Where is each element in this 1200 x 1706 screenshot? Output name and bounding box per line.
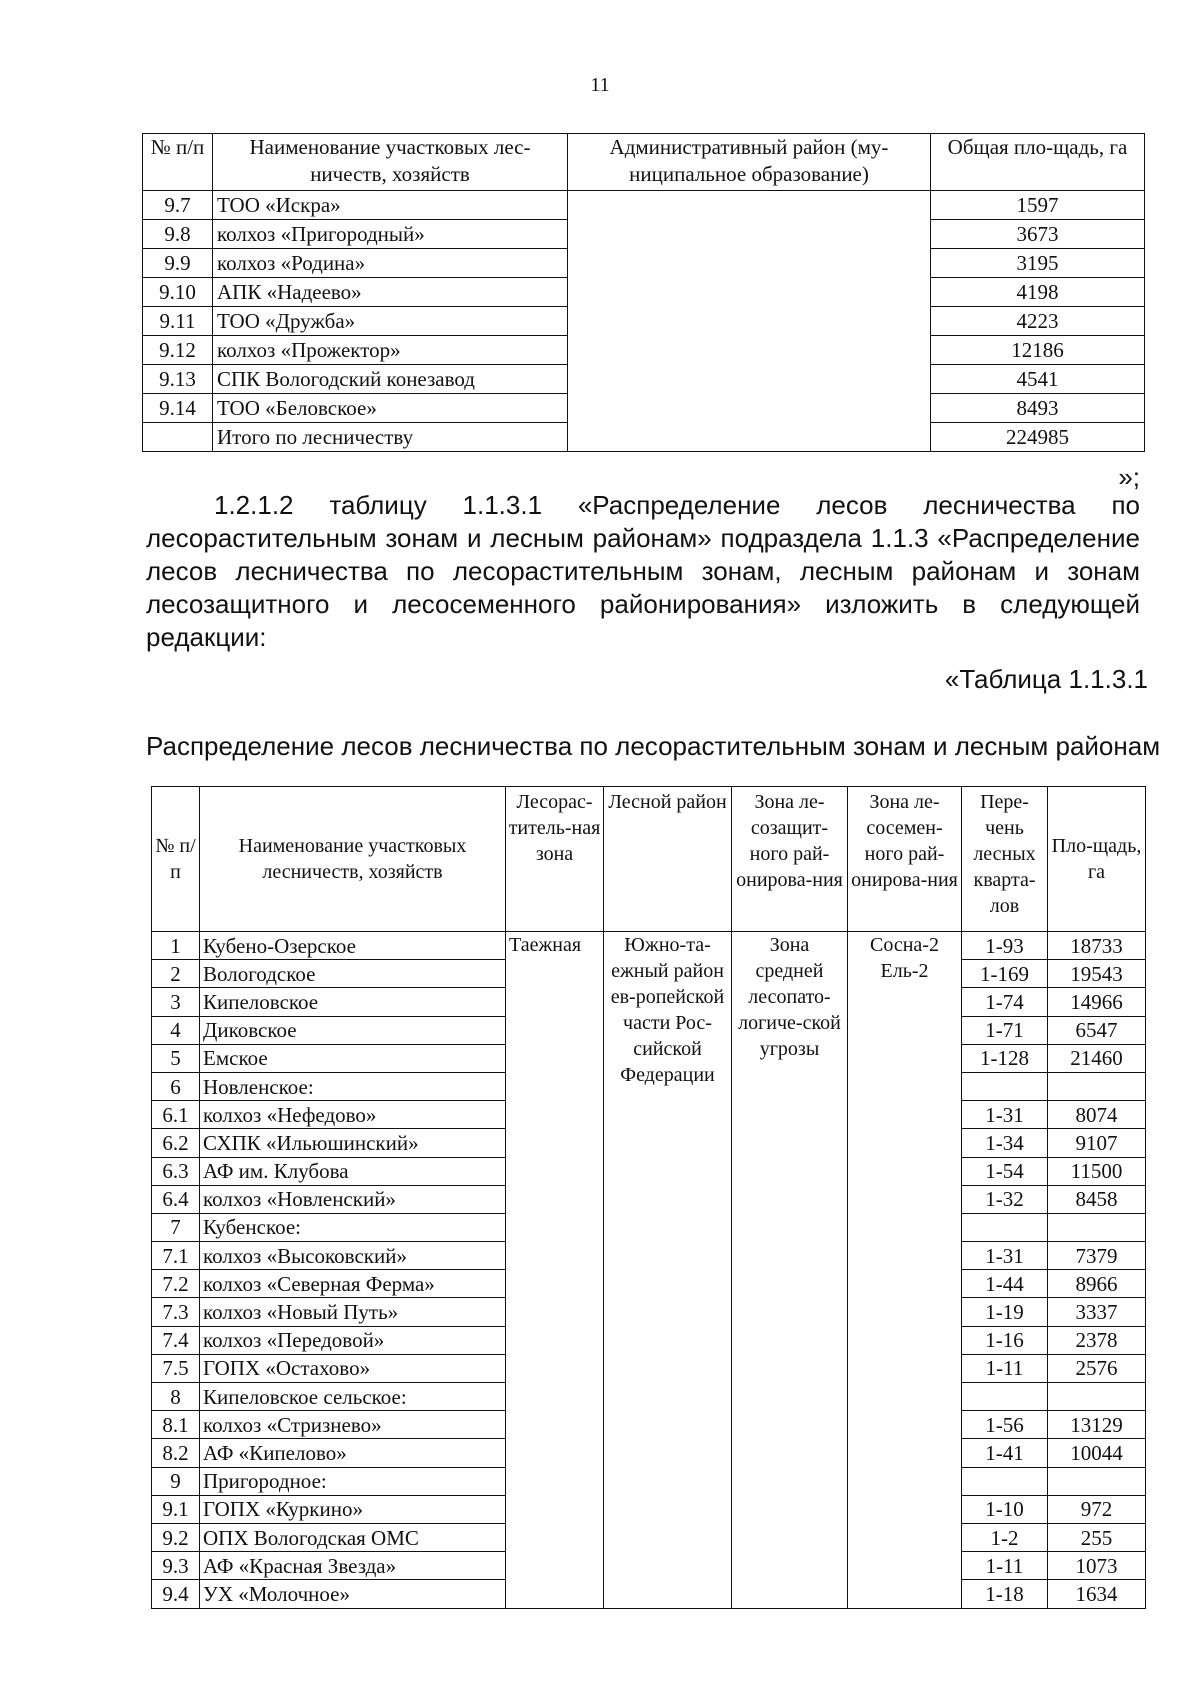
cell-name: ГОПХ «Остахово» [200,1354,506,1382]
cell-num: 6 [152,1072,200,1100]
header-region: Лесной район [604,787,732,932]
cell-quarters: 1-16 [962,1326,1048,1354]
table-row [152,932,1146,960]
cell-area: 12186 [931,336,1145,365]
cell-area: 4223 [931,307,1145,336]
table-header-row [152,787,1146,932]
cell-name: ТОО «Дружба» [213,307,568,336]
cell-area: 9107 [1048,1129,1146,1157]
cell-num: 9.4 [152,1580,200,1608]
cell-quarters: 1-11 [962,1354,1048,1382]
cell-quarters [962,1072,1048,1100]
cell-num: 9 [152,1467,200,1495]
cell-name: колхоз «Северная Ферма» [200,1270,506,1298]
cell-quarters: 1-56 [962,1411,1048,1439]
page-number: 11 [590,74,610,96]
cell-num: 2 [152,960,200,988]
cell-name: колхоз «Новленский» [200,1185,506,1213]
header-num: № п/п [143,134,213,191]
cell-area: 3673 [931,220,1145,249]
cell-area [1048,1213,1146,1241]
cell-name: колхоз «Стризнево» [200,1411,506,1439]
cell-num: 6.1 [152,1101,200,1129]
cell-area: 2576 [1048,1354,1146,1382]
cell-name: АФ «Красная Звезда» [200,1552,506,1580]
header-protect-zone: Зона ле-созащит-ного рай-онирова-ния [732,787,848,932]
cell-area [1048,1383,1146,1411]
cell-name: Кубено-Озерское [200,932,506,960]
paragraph-line: 1.2.1.2 таблицу 1.1.3.1 «Распределение лесов лесничества по [214,490,1140,520]
cell-name: СХПК «Ильюшинский» [200,1129,506,1157]
cell-name: колхоз «Прожектор» [213,336,568,365]
cell-area [1048,1467,1146,1495]
amendment-paragraph [146,489,1140,654]
cell-area: 1634 [1048,1580,1146,1608]
cell-num: 6.2 [152,1129,200,1157]
cell-name: УХ «Молочное» [200,1580,506,1608]
cell-quarters: 1-11 [962,1552,1048,1580]
table-title: Распределение лесов лесничества по лесорастительным зонам и лесным районам [146,731,1161,761]
cell-area: 4541 [931,365,1145,394]
cell-area: 255 [1048,1523,1146,1551]
cell-quarters: 1-2 [962,1523,1048,1551]
cell-name: колхоз «Новый Путь» [200,1298,506,1326]
header-seed-zone: Зона ле-сосемен-ного рай-онирова-ния [848,787,962,932]
header-name: Наименование участковых лесничеств, хозяйств [200,787,506,932]
cell-area: 2378 [1048,1326,1146,1354]
cell-quarters [962,1213,1048,1241]
cell-area: 14966 [1048,988,1146,1016]
cell-area: 8458 [1048,1185,1146,1213]
table-row [143,191,1145,220]
cell-area: 8966 [1048,1270,1146,1298]
cell-area: 1073 [1048,1552,1146,1580]
cell-name: Кипеловское [200,988,506,1016]
cell-name: АФ «Кипелово» [200,1439,506,1467]
table-body [143,191,1145,452]
merged-protect: Зона средней лесопато-логиче-ской угрозы [732,932,848,1609]
cell-quarters: 1-34 [962,1129,1048,1157]
header-district: Административный район (му-ниципальное образование) [568,134,931,191]
merged-seed: Сосна-2 Ель-2 [848,932,962,1609]
cell-name: ТОО «Искра» [213,191,568,220]
header-area: Пло-щадь, га [1048,787,1146,932]
cell-quarters: 1-71 [962,1016,1048,1044]
cell-name: АПК «Надеево» [213,278,568,307]
cell-name: колхоз «Пригородный» [213,220,568,249]
cell-num: 9.2 [152,1523,200,1551]
merged-region: Южно-та-ежный район ев-ропейской части Рос-сийской Федерации [604,932,732,1609]
cell-district [568,191,931,452]
cell-num: 7.4 [152,1326,200,1354]
cell-area: 3195 [931,249,1145,278]
header-quarters: Пере-чень лесных кварта-лов [962,787,1048,932]
cell-num: 6.4 [152,1185,200,1213]
table-header-row [143,134,1145,191]
cell-quarters: 1-19 [962,1298,1048,1326]
paragraph-line: редакции: [146,622,267,652]
cell-num: 8.1 [152,1411,200,1439]
cell-name: Новленское: [200,1072,506,1100]
cell-area: 1597 [931,191,1145,220]
header-area: Общая пло-щадь, га [931,134,1145,191]
cell-num: 8 [152,1383,200,1411]
cell-num: 7.3 [152,1298,200,1326]
paragraph-line: лесозащитного и лесосеменного районирования» изложить в следующей [146,589,1140,619]
cell-name: ТОО «Беловское» [213,394,568,423]
cell-area: 4198 [931,278,1145,307]
cell-num: 9.8 [143,220,213,249]
cell-area: 972 [1048,1495,1146,1523]
cell-quarters: 1-93 [962,932,1048,960]
cell-name: Вологодское [200,960,506,988]
cell-num: 9.7 [143,191,213,220]
cell-name: Итого по лесничеству [213,423,568,452]
cell-num: 9.14 [143,394,213,423]
district-table [142,133,1145,452]
cell-num: 9.11 [143,307,213,336]
cell-num: 4 [152,1016,200,1044]
cell-num: 9.10 [143,278,213,307]
cell-quarters: 1-18 [962,1580,1048,1608]
cell-area: 3337 [1048,1298,1146,1326]
forest-distribution-table [151,786,1146,1609]
cell-quarters: 1-32 [962,1185,1048,1213]
cell-name: колхоз «Родина» [213,249,568,278]
cell-area: 11500 [1048,1157,1146,1185]
cell-quarters: 1-54 [962,1157,1048,1185]
cell-area: 6547 [1048,1016,1146,1044]
cell-area: 13129 [1048,1411,1146,1439]
cell-area: 19543 [1048,960,1146,988]
cell-num: 7 [152,1213,200,1241]
cell-num: 7.2 [152,1270,200,1298]
closing-quote: »; [1118,462,1140,492]
cell-num: 7.1 [152,1242,200,1270]
cell-area: 18733 [1048,932,1146,960]
cell-name: колхоз «Нефедово» [200,1101,506,1129]
cell-quarters: 1-44 [962,1270,1048,1298]
cell-area: 8493 [931,394,1145,423]
cell-num: 6.3 [152,1157,200,1185]
cell-name: Пригородное: [200,1467,506,1495]
cell-quarters: 1-41 [962,1439,1048,1467]
cell-num: 9.12 [143,336,213,365]
cell-num: 9.3 [152,1552,200,1580]
cell-name: Кубенское: [200,1213,506,1241]
cell-num: 5 [152,1044,200,1072]
cell-area: 10044 [1048,1439,1146,1467]
cell-num: 7.5 [152,1354,200,1382]
cell-name: СПК Вологодский конезавод [213,365,568,394]
cell-quarters: 1-74 [962,988,1048,1016]
cell-quarters: 1-31 [962,1101,1048,1129]
cell-name: Кипеловское сельское: [200,1383,506,1411]
merged-zone: Таежная [506,932,604,1609]
paragraph-line: лесов лесничества по лесорастительным зонам, лесным районам и зонам [146,556,1140,586]
cell-name: ГОПХ «Куркино» [200,1495,506,1523]
cell-quarters [962,1467,1048,1495]
paragraph-line: лесорастительным зонам и лесным районам» подраздела 1.1.3 «Распределение [146,523,1140,553]
cell-area: 7379 [1048,1242,1146,1270]
table-label: «Таблица 1.1.3.1 [944,664,1148,694]
cell-name: Емское [200,1044,506,1072]
header-name: Наименование участковых лес-ничеств, хозяйств [213,134,568,191]
cell-name: колхоз «Высоковский» [200,1242,506,1270]
table-body [152,932,1146,1609]
cell-quarters: 1-128 [962,1044,1048,1072]
cell-quarters: 1-10 [962,1495,1048,1523]
cell-name: колхоз «Передовой» [200,1326,506,1354]
cell-quarters [962,1383,1048,1411]
cell-num: 9.1 [152,1495,200,1523]
cell-area: 21460 [1048,1044,1146,1072]
cell-quarters: 1-31 [962,1242,1048,1270]
cell-quarters: 1-169 [962,960,1048,988]
cell-name: Диковское [200,1016,506,1044]
cell-num [143,423,213,452]
cell-name: АФ им. Клубова [200,1157,506,1185]
cell-name: ОПХ Вологодская ОМС [200,1523,506,1551]
cell-num: 1 [152,932,200,960]
cell-area [1048,1072,1146,1100]
cell-num: 3 [152,988,200,1016]
cell-num: 9.9 [143,249,213,278]
cell-area: 224985 [931,423,1145,452]
header-zone: Лесорас-титель-ная зона [506,787,604,932]
cell-num: 8.2 [152,1439,200,1467]
cell-area: 8074 [1048,1101,1146,1129]
cell-num: 9.13 [143,365,213,394]
header-num: № п/п [152,787,200,932]
